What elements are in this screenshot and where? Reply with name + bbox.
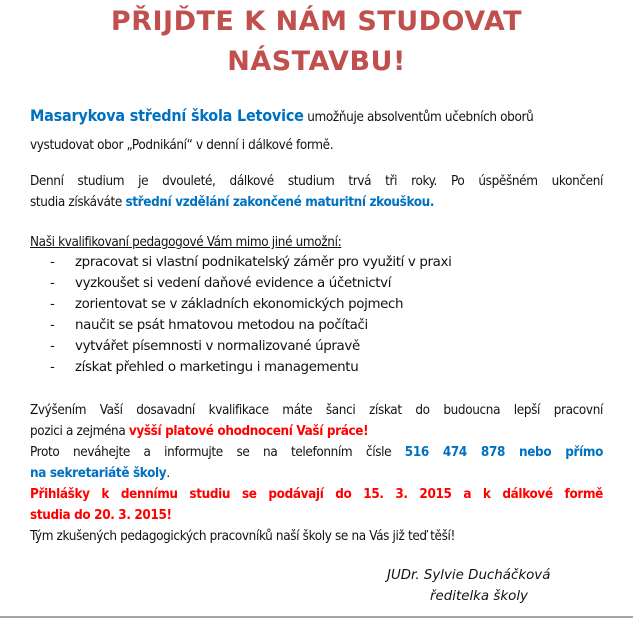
salary-highlight: vyšší platové ohodnocení Vaší práce! — [128, 424, 369, 439]
school-name: Masarykova střední škola Letovice — [30, 106, 304, 125]
page-title-line-1: PŘIJĎTE K NÁM STUDOVAT — [110, 6, 523, 37]
closing-line-4 — [30, 463, 603, 484]
list-item-text: vyzkoušet si vedení daňové evidence a účetnictví — [75, 276, 392, 291]
list-item-text: zorientovat se v základních ekonomických pojmech — [75, 297, 404, 312]
study-line-2 — [30, 192, 603, 213]
closing-line-4-suffix: . — [166, 466, 170, 481]
signature-name: JUDr. Sylvie Ducháčková — [387, 568, 551, 583]
qualifications-heading — [30, 232, 603, 253]
intro-line-1-text: umožňuje absolventům učebních oborů — [303, 110, 534, 125]
list-item — [30, 336, 590, 357]
bullet-dash: - — [50, 360, 55, 375]
bullet-dash: - — [50, 255, 55, 270]
deadline-line-1: Přihlášky k dennímu studiu se podávají do 15. 3. 2015 a k dálkové formě — [30, 487, 603, 502]
bullet-dash: - — [50, 297, 55, 312]
list-item — [30, 357, 590, 378]
intro-line-1 — [30, 101, 603, 131]
secretariat-highlight: na sekretariátě školy — [30, 466, 167, 481]
page-title-line-2: NÁSTAVBU! — [227, 46, 406, 77]
closing-line-3 — [30, 442, 603, 463]
study-line-1: Denní studium je dvouleté, dálkové studium trvá tři roky. Po úspěšném ukončení — [30, 174, 603, 189]
list-item-text: naučit se psát hmatovou metodou na počítači — [75, 318, 368, 333]
study-paragraph — [30, 171, 603, 213]
closing-line-1: Zvýšením Vaší dosavadní kvalifikace máte šanci získat do budoucna lepší pracovní — [30, 403, 603, 418]
intro-line-2: vystudovat obor „Podnikání“ v denní i dálkové formě. — [30, 138, 334, 153]
phone-number: 516 474 878 nebo přímo — [404, 445, 603, 460]
signature-role: ředitelka školy — [430, 589, 528, 604]
qualifications-heading-text: Naši kvalifikovaní pedagogové Vám mimo jiné umožní: — [30, 235, 342, 250]
study-line-2-text: studia získáváte — [30, 195, 126, 210]
list-item — [30, 294, 590, 315]
closing-line-2 — [30, 421, 603, 442]
list-item-text: vytvářet písemnosti v normalizované úpravě — [75, 339, 360, 354]
list-item — [30, 273, 590, 294]
closing-final-line: Tým zkušených pedagogických pracovníků naší školy se na Vás již teď těší! — [30, 529, 456, 544]
list-item — [30, 252, 590, 273]
list-item-text: zpracovat si vlastní podnikatelský záměr pro využití v praxi — [75, 255, 452, 270]
intro-paragraph — [30, 101, 603, 161]
maturita-highlight: střední vzdělání zakončené maturitní zkouškou. — [125, 195, 435, 210]
bullet-dash: - — [50, 318, 55, 333]
list-item-text: získat přehled o marketingu i managementu — [75, 360, 359, 375]
bottom-divider — [0, 616, 633, 618]
closing-line-2-text: pozici a zejména — [30, 424, 129, 439]
list-item — [30, 315, 590, 336]
bullet-dash: - — [50, 276, 55, 291]
closing-paragraph — [30, 400, 603, 547]
deadline-line-2: studia do 20. 3. 2015! — [30, 508, 172, 523]
qualifications-list — [30, 252, 590, 378]
bullet-dash: - — [50, 339, 55, 354]
contact-text: Proto neváhejte a informujte se na telefonním čísle — [30, 445, 405, 460]
